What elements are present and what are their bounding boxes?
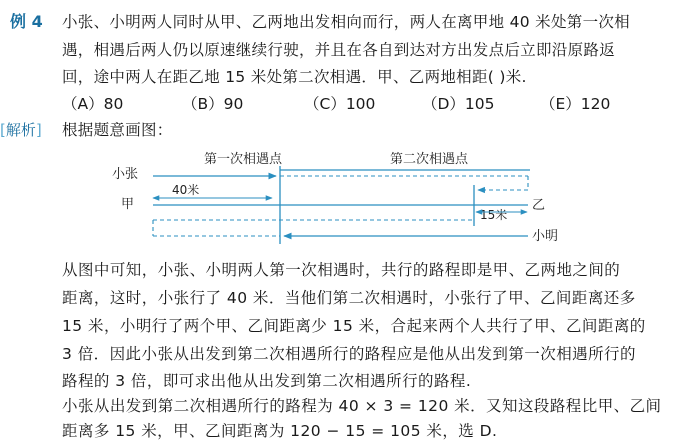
option-e: （E）120	[540, 95, 611, 113]
example-label: 例 4	[10, 12, 43, 31]
explanation-line-2: 距离，这时，小张行了 40 米．当他们第二次相遇时，小张行了甲、乙间距离还多	[62, 289, 636, 307]
xiaozhang-label: 小张	[112, 167, 139, 182]
jia-label: 甲	[121, 197, 135, 212]
analysis-intro: 根据题意画图：	[62, 121, 173, 139]
explanation-line-1: 从图中可知，小张、小明两人第一次相遇时，共行的路程即是甲、乙两地之间的	[62, 261, 621, 279]
option-c: （C）100	[304, 95, 376, 113]
explanation-line-3: 15 米，小明行了两个甲、乙间距离少 15 米，合起来两个人共行了甲、乙间距离的	[62, 317, 646, 335]
dist-15-label: 15米	[480, 208, 508, 222]
solution-line-2: 距离多 15 米，甲、乙间距离为 120 − 15 = 105 米，选 D.	[62, 422, 498, 440]
explanation-line-4: 3 倍．因此小张从出发到第二次相遇所行的路程应是他从出发到第一次相遇所行的	[62, 345, 636, 363]
xiaoming-label: 小明	[532, 229, 559, 244]
option-a: （A）80	[62, 95, 124, 113]
problem-line-3: 回，途中两人在距乙地 15 米处第二次相遇．甲、乙两地相距( )米.	[62, 68, 527, 86]
analysis-bracket-open: [	[0, 121, 6, 139]
option-d: （D）105	[422, 95, 495, 113]
yi-label: 乙	[532, 198, 546, 213]
first-meet-label: 第一次相遇点	[204, 152, 283, 167]
problem-line-2: 遇，相遇后两人仍以原速继续行驶，并且在各自到达对方出发点后立即沿原路返	[62, 41, 616, 59]
option-b: （B）90	[182, 95, 244, 113]
explanation-line-5: 路程的 3 倍，即可求出他从出发到第二次相遇所行的路程.	[62, 372, 472, 390]
problem-line-1: 小张、小明两人同时从甲、乙两地出发相向而行，两人在离甲地 40 米处第一次相	[62, 13, 630, 31]
dist-40-label: 40米	[172, 183, 200, 197]
analysis-bracket-close: ]	[35, 121, 42, 139]
second-meet-label: 第二次相遇点	[390, 152, 469, 167]
solution-line-1: 小张从出发到第二次相遇所行的路程为 40 × 3 = 120 米．又知这段路程比甲、乙间	[62, 397, 662, 415]
analysis-label-text: 解析	[5, 121, 36, 139]
